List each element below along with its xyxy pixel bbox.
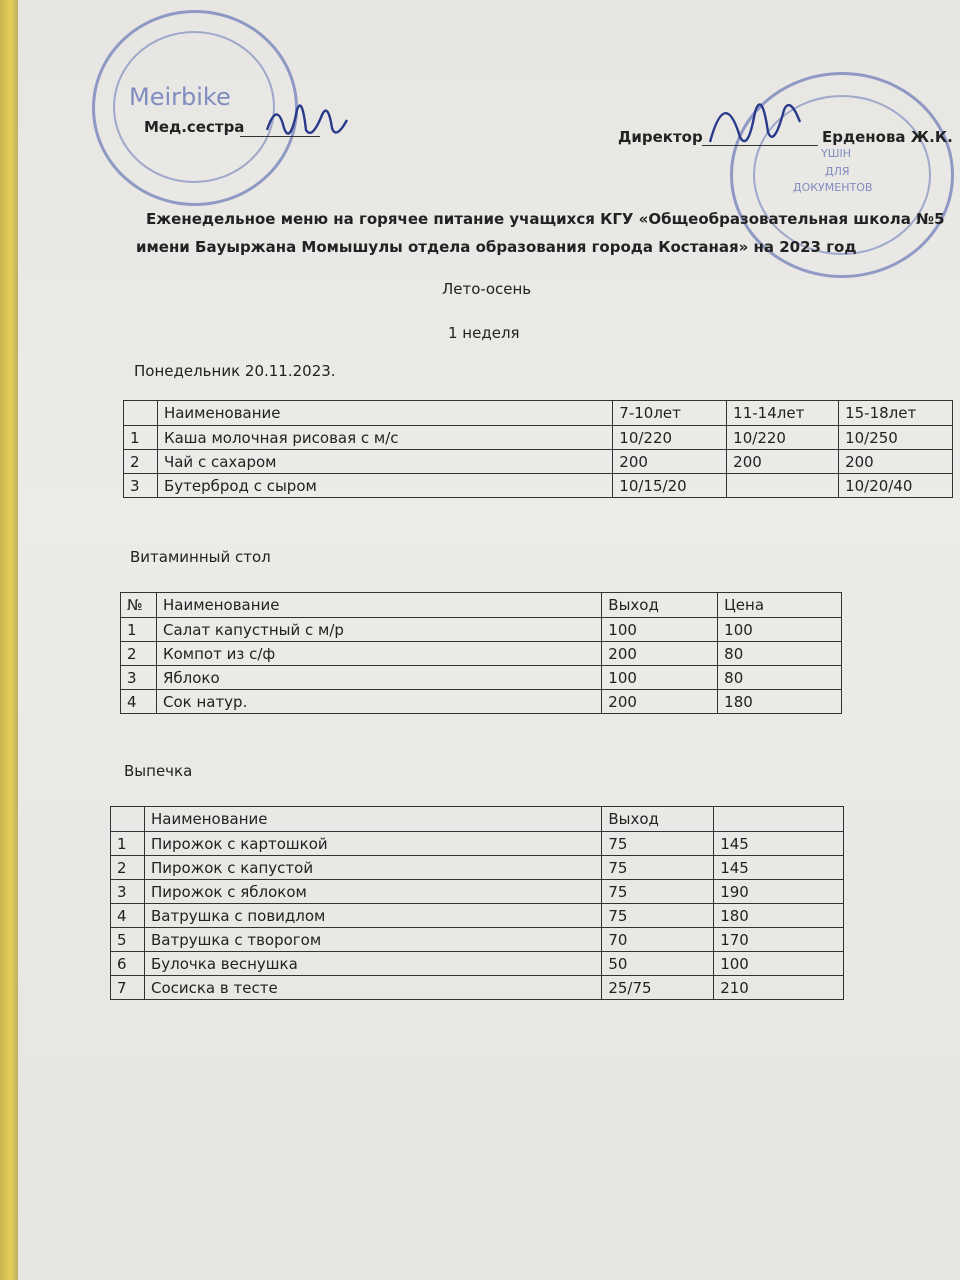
cell: 10/250 [839, 426, 953, 450]
header-cell [124, 401, 158, 426]
cell: Сосиска в тесте [144, 976, 601, 1000]
nurse-signature [262, 90, 352, 150]
table-row [111, 856, 844, 880]
cell: 75 [602, 904, 714, 928]
cell: 25/75 [602, 976, 714, 1000]
header-cell: Наименование [157, 401, 612, 426]
cell: Каша молочная рисовая с м/с [157, 426, 612, 450]
season-heading: Лето-осень [442, 280, 532, 298]
table-header-row [111, 807, 844, 832]
cell: 1 [111, 832, 145, 856]
cell: 10/220 [613, 426, 727, 450]
table-row [111, 976, 844, 1000]
cell: 100 [718, 618, 842, 642]
cell: Булочка веснушка [144, 952, 601, 976]
cell: 80 [718, 666, 842, 690]
cell: 100 [602, 618, 718, 642]
left-stamp-text: Meirbike [129, 83, 231, 111]
table-row [111, 928, 844, 952]
cell: 180 [714, 904, 844, 928]
cell: 1 [124, 426, 158, 450]
cell: Ватрушка с творогом [144, 928, 601, 952]
director-signature [700, 82, 810, 162]
cell: 4 [111, 904, 145, 928]
cell: 75 [602, 856, 714, 880]
cell: 170 [714, 928, 844, 952]
table-row [124, 426, 953, 450]
cell: Пирожок с капустой [144, 856, 601, 880]
cell: 3 [121, 666, 157, 690]
cell: 75 [602, 832, 714, 856]
cell: 10/220 [727, 426, 839, 450]
cell: 200 [602, 642, 718, 666]
cell: Салат капустный с м/р [156, 618, 601, 642]
cell: 145 [714, 832, 844, 856]
header-cell: Наименование [144, 807, 601, 832]
table-row [111, 904, 844, 928]
header-cell: Выход [602, 807, 714, 832]
cell: 100 [714, 952, 844, 976]
table-row [121, 690, 842, 714]
cell: 10/15/20 [613, 474, 727, 498]
cell: Компот из с/ф [156, 642, 601, 666]
header-cell: 15-18лет [839, 401, 953, 426]
bakery-table [110, 806, 844, 1000]
cell: 2 [124, 450, 158, 474]
bakery-heading: Выпечка [124, 762, 193, 780]
cell: 180 [718, 690, 842, 714]
cell: 5 [111, 928, 145, 952]
header-cell: 7-10лет [613, 401, 727, 426]
cell: Ватрушка с повидлом [144, 904, 601, 928]
cell [727, 474, 839, 498]
table-row [124, 450, 953, 474]
day-heading: Понедельник 20.11.2023. [134, 362, 336, 380]
table-header-row [121, 593, 842, 618]
vitamin-table [120, 592, 842, 714]
cell: 200 [839, 450, 953, 474]
header-cell: Наименование [156, 593, 601, 618]
vitamin-heading: Витаминный стол [130, 548, 271, 566]
cell: 200 [602, 690, 718, 714]
cell: 7 [111, 976, 145, 1000]
cell: 2 [111, 856, 145, 880]
table-row [121, 618, 842, 642]
header-cell [111, 807, 145, 832]
cell: 50 [602, 952, 714, 976]
cell: 10/20/40 [839, 474, 953, 498]
header-cell: Цена [718, 593, 842, 618]
table-row [111, 880, 844, 904]
cell: 1 [121, 618, 157, 642]
director-label: Директор [618, 128, 703, 146]
cell: 80 [718, 642, 842, 666]
header-cell: 11-14лет [727, 401, 839, 426]
cell: 210 [714, 976, 844, 1000]
cell: 190 [714, 880, 844, 904]
table-row [111, 832, 844, 856]
cell: Пирожок с картошкой [144, 832, 601, 856]
cell: Яблоко [156, 666, 601, 690]
cell: 70 [602, 928, 714, 952]
header-cell [714, 807, 844, 832]
header-cell: № [121, 593, 157, 618]
cell: Бутерброд с сыром [157, 474, 612, 498]
title-line-2: имени Бауыржана Момышулы отдела образования города Костаная» на 2023 год [136, 238, 857, 256]
cell: 145 [714, 856, 844, 880]
cell: 200 [727, 450, 839, 474]
table-row [121, 666, 842, 690]
nurse-label: Мед.сестра [144, 118, 245, 136]
cell: 3 [124, 474, 158, 498]
cell: 6 [111, 952, 145, 976]
cell: Сок натур. [156, 690, 601, 714]
table-row [121, 642, 842, 666]
right-stamp-text-2: ДЛЯ [825, 165, 850, 178]
frame-edge [0, 0, 18, 1280]
cell: Пирожок с яблоком [144, 880, 601, 904]
title-line-1: Еженедельное меню на горячее питание учащихся КГУ «Общеобразовательная школа №5 [146, 210, 945, 228]
cell: 4 [121, 690, 157, 714]
table-row [111, 952, 844, 976]
breakfast-table [123, 400, 953, 498]
director-name: Ерденова Ж.К. [822, 128, 953, 146]
cell: 200 [613, 450, 727, 474]
table-row [124, 474, 953, 498]
cell: Чай с сахаром [157, 450, 612, 474]
header-cell: Выход [602, 593, 718, 618]
week-heading: 1 неделя [448, 324, 520, 342]
table-header-row [124, 401, 953, 426]
cell: 3 [111, 880, 145, 904]
cell: 100 [602, 666, 718, 690]
cell: 2 [121, 642, 157, 666]
cell: 75 [602, 880, 714, 904]
right-stamp-text-1: ҮШІН [821, 147, 851, 160]
right-stamp-text-3: ДОКУМЕНТОВ [793, 181, 873, 194]
